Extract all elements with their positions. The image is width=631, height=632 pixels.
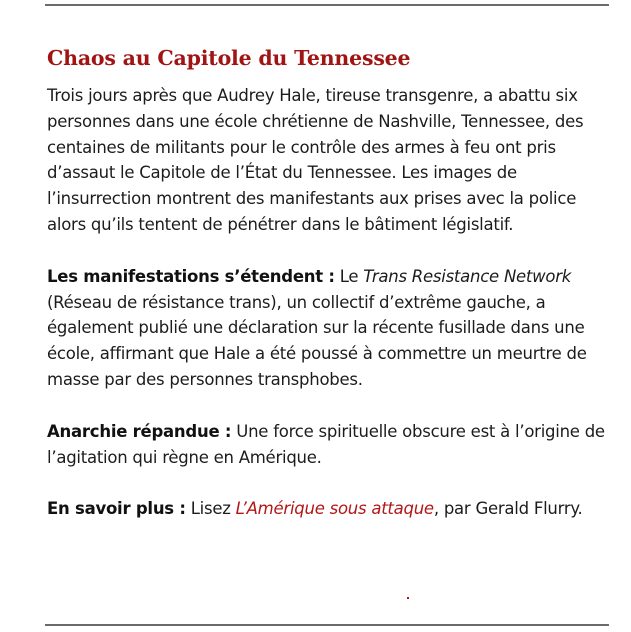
top-divider [45,4,609,6]
section-protests-spread [47,264,613,393]
article-title: Chaos au Capitole du Tennessee [47,46,411,70]
section-text: Le [334,266,364,286]
organization-name: Trans Resistance Network [363,266,572,286]
section-widespread-anarchy [47,419,613,471]
intro-paragraph: Trois jours après que Audrey Hale, tireuse transgenre, a abattu six personnes dans une école chrétienne de Nashville, Tennessee, des centaines de militants pour le contrôle des armes à feu ont pris d’assaut le Capitole de l’État du Tennessee. Les images de l’insurrection montrent des manifestants aux prises avec la police alors qu’ils tentent de pénétrer dans le bâtiment législatif. [47,86,584,234]
section-text: (Réseau de résistance trans), un collectif d’extrême gauche, a également publié une déclaration sur la récente fusillade dans une école, affirmant que Hale a été poussé à commettre un meurtre de masse par des personnes transphobes. [47,292,587,389]
article [47,44,613,548]
bottom-divider [45,624,609,626]
section-text: Une force spirituelle obscure est à l’origine de l’agitation qui règne en Amérique. [47,421,605,467]
section-text: , par Gerald Flurry. [433,499,583,519]
section-label: Les manifestations s’étendent : [47,266,335,286]
section-text: Lisez [185,499,236,519]
section-label: Anarchie répandue : [47,421,232,441]
book-link[interactable]: L’Amérique sous attaque [235,499,434,519]
section-learn-more [47,496,613,522]
stray-dot [407,597,409,599]
section-label: En savoir plus : [47,499,186,519]
